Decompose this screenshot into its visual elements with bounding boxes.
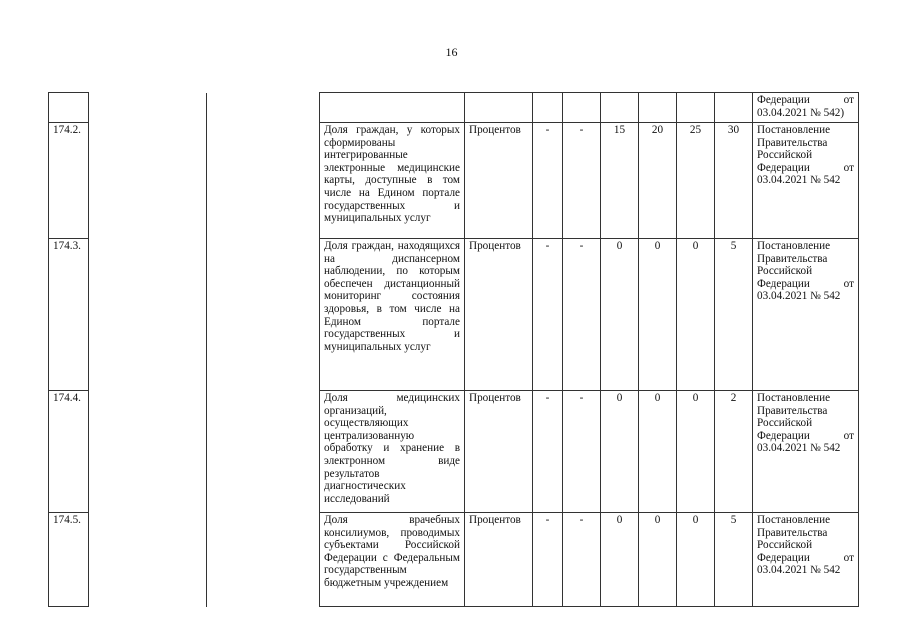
value: 0 xyxy=(677,239,715,391)
unit: Процентов xyxy=(465,239,533,391)
cell-empty xyxy=(207,391,320,513)
unit: Процентов xyxy=(465,391,533,513)
cell-empty xyxy=(89,123,207,239)
value: 15 xyxy=(601,123,639,239)
cell-indicator xyxy=(320,93,465,123)
unit: Процентов xyxy=(465,513,533,607)
cell-empty xyxy=(89,93,207,123)
cell-empty xyxy=(89,239,207,391)
doc-line: 03.04.2021 № 542) xyxy=(757,106,845,119)
cell-document xyxy=(753,93,859,123)
cell-empty xyxy=(207,93,320,123)
value: 0 xyxy=(639,239,677,391)
value: - xyxy=(563,239,601,391)
value: 20 xyxy=(639,123,677,239)
cell-unit xyxy=(465,93,533,123)
document-ref: Постановление Правительства Российской Федерации от 03.04.2021 № 542 xyxy=(753,123,859,239)
unit: Процентов xyxy=(465,123,533,239)
value: 0 xyxy=(601,391,639,513)
row-id: 174.2. xyxy=(49,123,89,239)
table-row xyxy=(49,391,859,513)
value: - xyxy=(563,123,601,239)
value: 25 xyxy=(677,123,715,239)
indicator-text: Доля медицинских организаций, осуществляющих централизованную обработку и хранение в электронном виде результатов диагностических исследований xyxy=(320,391,465,513)
row-id: 174.3. xyxy=(49,239,89,391)
continuation-row xyxy=(49,93,859,123)
value: - xyxy=(533,391,563,513)
indicators-table xyxy=(48,92,859,607)
value: - xyxy=(533,123,563,239)
indicator-text: Доля граждан, у которых сформированы интегрированные электронные медицинские карты, доступные в том числе на Едином портале государственных и муниципальных услуг xyxy=(320,123,465,239)
indicator-text: Доля врачебных консилиумов, проводимых субъектами Российской Федерации с Федеральным государственным бюджетным учреждением xyxy=(320,513,465,607)
value: - xyxy=(533,513,563,607)
doc-line: Федерации от xyxy=(757,94,854,106)
value: 2 xyxy=(715,391,753,513)
cell-value xyxy=(715,93,753,123)
cell-empty xyxy=(89,391,207,513)
row-id: 174.4. xyxy=(49,391,89,513)
value: 5 xyxy=(715,513,753,607)
value: 0 xyxy=(639,513,677,607)
table-row xyxy=(49,239,859,391)
value: - xyxy=(563,513,601,607)
table-row xyxy=(49,123,859,239)
value: 0 xyxy=(601,239,639,391)
cell-value xyxy=(601,93,639,123)
value: 0 xyxy=(601,513,639,607)
cell-value xyxy=(563,93,601,123)
value: 0 xyxy=(677,391,715,513)
value: - xyxy=(533,239,563,391)
document-ref: Постановление Правительства Российской Федерации от 03.04.2021 № 542 xyxy=(753,513,859,607)
table-row xyxy=(49,513,859,607)
indicator-text: Доля граждан, находящихся на диспансерном наблюдении, по которым обеспечен дистанционный мониторинг состояния здоровья, в том числе на Едином портале государственных и муниципальных услуг xyxy=(320,239,465,391)
document-ref: Постановление Правительства Российской Федерации от 03.04.2021 № 542 xyxy=(753,391,859,513)
cell-empty xyxy=(207,123,320,239)
cell-empty xyxy=(207,239,320,391)
document-ref: Постановление Правительства Российской Федерации от 03.04.2021 № 542 xyxy=(753,239,859,391)
value: 30 xyxy=(715,123,753,239)
page-number: 16 xyxy=(445,45,458,59)
value: 5 xyxy=(715,239,753,391)
cell-value xyxy=(533,93,563,123)
row-id: 174.5. xyxy=(49,513,89,607)
value: 0 xyxy=(639,391,677,513)
value: - xyxy=(563,391,601,513)
cell-id xyxy=(49,93,89,123)
cell-empty xyxy=(207,513,320,607)
cell-empty xyxy=(89,513,207,607)
value: 0 xyxy=(677,513,715,607)
cell-value xyxy=(639,93,677,123)
cell-value xyxy=(677,93,715,123)
